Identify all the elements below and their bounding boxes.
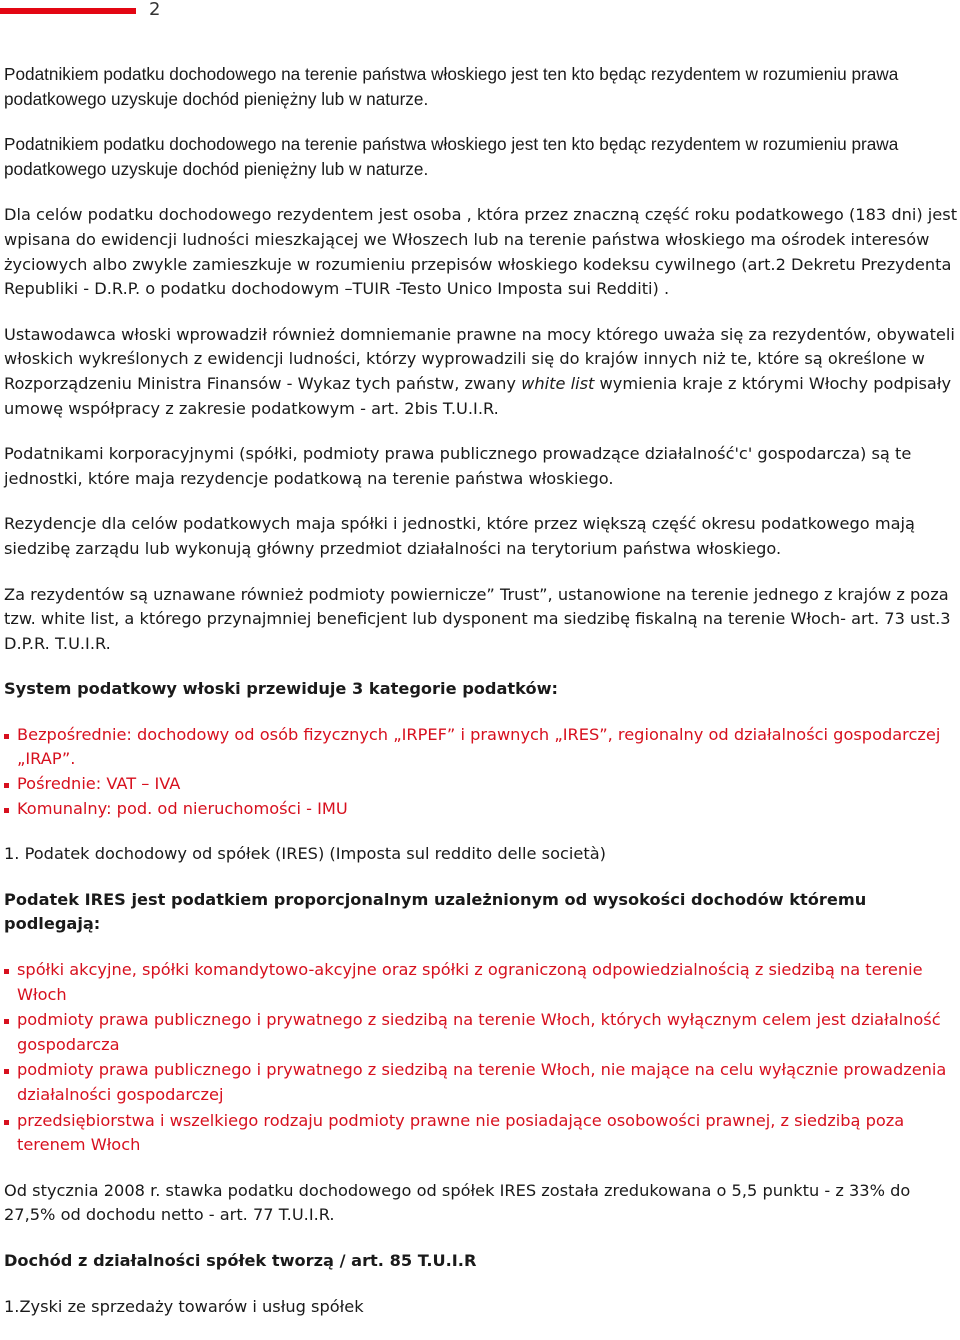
tax-system-heading: System podatkowy włoski przewiduje 3 kategorie podatków:: [4, 679, 559, 699]
list-item: Komunalny: pod. od nieruchomości - IMU: [4, 797, 958, 822]
ires-subjects-list: [4, 958, 958, 1158]
header-accent-bar: [0, 8, 136, 14]
income-heading: Dochód z działalności spółek tworzą / art. 85 T.U.I.R: [4, 1250, 477, 1270]
list-item: Pośrednie: VAT – IVA: [4, 772, 958, 797]
paragraph-legal-presumption: [4, 323, 958, 421]
income-item-1: 1.Zyski ze sprzedaży towarów i usług spółek: [4, 1296, 364, 1316]
page-header: [0, 0, 960, 24]
paragraph-residency-criteria: Dla celów podatku dochodowego rezydentem jest osoba , która przez znaczną część roku podatkowego (183 dni) jest wpisana do ewidencji ludności mieszkającej we Włoszech lub na terenie państwa włoskiego ma ośrodek interesów życiowych albo zwykle zamieszkuje w rozumieniu przepisów włoskiego kodeksu cywilnego (art.2 Dekretu Prezydenta Republiki - D.R.P. o podatku dochodowym –TUIR -Testo Unico Imposta sui Redditi) .: [4, 205, 958, 299]
paragraph-corporate-residency: Rezydencje dla celów podatkowych maja spółki i jednostki, które przez większą część okresu podatkowego mają siedzibę zarządu lub wykonują główny przedmiot działalności na terytorium państwa włoskiego.: [4, 514, 915, 558]
list-item: przedsiębiorstwa i wszelkiego rodzaju podmioty prawne nie posiadające osobowości prawnej, z siedzibą poza terenem Włoch: [4, 1109, 958, 1158]
paragraph-corporate-taxpayers: Podatnikami korporacyjnymi (spółki, podmioty prawa publicznego prowadzące działalność'c' gospodarcza) są te jednostki, które maja rezydencje podatkową na terenie państwa włoskiego.: [4, 444, 912, 488]
paragraph-legal-presumption-text-end: wymienia kraje z którymi Włochy podpisały umowę współpracy z zakresie podatkowym - art. 2bis T.U.I.R.: [4, 373, 952, 418]
paragraph-legal-presumption-text: Ustawodawca włoski wprowadził również domniemanie prawne na mocy którego uważa się za rezydentów, obywateli włoskich wykreślonych z ewidencji ludności, którzy wyprowadzili się do krajów innych niż te, które są określone w Rozporządzeniu Ministra Finansów - Wykaz tych państw, zwany: [4, 324, 955, 393]
paragraph-taxpayer-definition-repeat: Podatnikiem podatku dochodowego na terenie państwa włoskiego jest ten kto będąc rezydentem w rozumieniu prawa podatkowego uzyskuje dochód pieniężny lub w naturze.: [4, 134, 899, 179]
ires-heading: Podatek IRES jest podatkiem proporcjonalnym uzależnionym od wysokości dochodów któremu podlegają:: [4, 889, 867, 934]
white-list-term: white list: [521, 373, 595, 393]
list-item: podmioty prawa publicznego i prywatnego z siedzibą na terenie Włoch, których wyłącznym celem jest działalność gospodarcza: [4, 1008, 958, 1057]
paragraph-trust-residents: Za rezydentów są uznawane również podmioty powiernicze” Trust”, ustanowione na terenie jednego z krajów z poza tzw. white list, a którego przynajmniej beneficjent lub dysponent ma siedzibę fiskalną na terenie Włoch- art. 73 ust.3 D.P.R. T.U.I.R.: [4, 584, 951, 653]
paragraph-taxpayer-definition: Podatnikiem podatku dochodowego na terenie państwa włoskiego jest ten kto będąc rezydentem w rozumieniu prawa podatkowego uzyskuje dochód pieniężny lub w naturze.: [4, 64, 899, 109]
paragraph-ires-rate: Od stycznia 2008 r. stawka podatku dochodowego od spółek IRES została zredukowana o 5,5 punktu - z 33% do 27,5% od dochodu netto - art. 77 T.U.I.R.: [4, 1180, 911, 1225]
tax-categories-list: [4, 723, 958, 821]
document-body: [4, 62, 958, 1340]
list-item: spółki akcyjne, spółki komandytowo-akcyjne oraz spółki z ograniczoną odpowiedzialnością z siedzibą na terenie Włoch: [4, 958, 958, 1007]
page-number: 2: [149, 0, 161, 20]
ires-section-title: 1. Podatek dochodowy od spółek (IRES) (Imposta sul reddito delle società): [4, 844, 606, 864]
list-item: Bezpośrednie: dochodowy od osób fizycznych „IRPEF” i prawnych „IRES”, regionalny od działalności gospodarczej „IRAP”.: [4, 723, 958, 772]
list-item: podmioty prawa publicznego i prywatnego z siedzibą na terenie Włoch, nie mające na celu wyłącznie prowadzenia działalności gospodarczej: [4, 1058, 958, 1107]
